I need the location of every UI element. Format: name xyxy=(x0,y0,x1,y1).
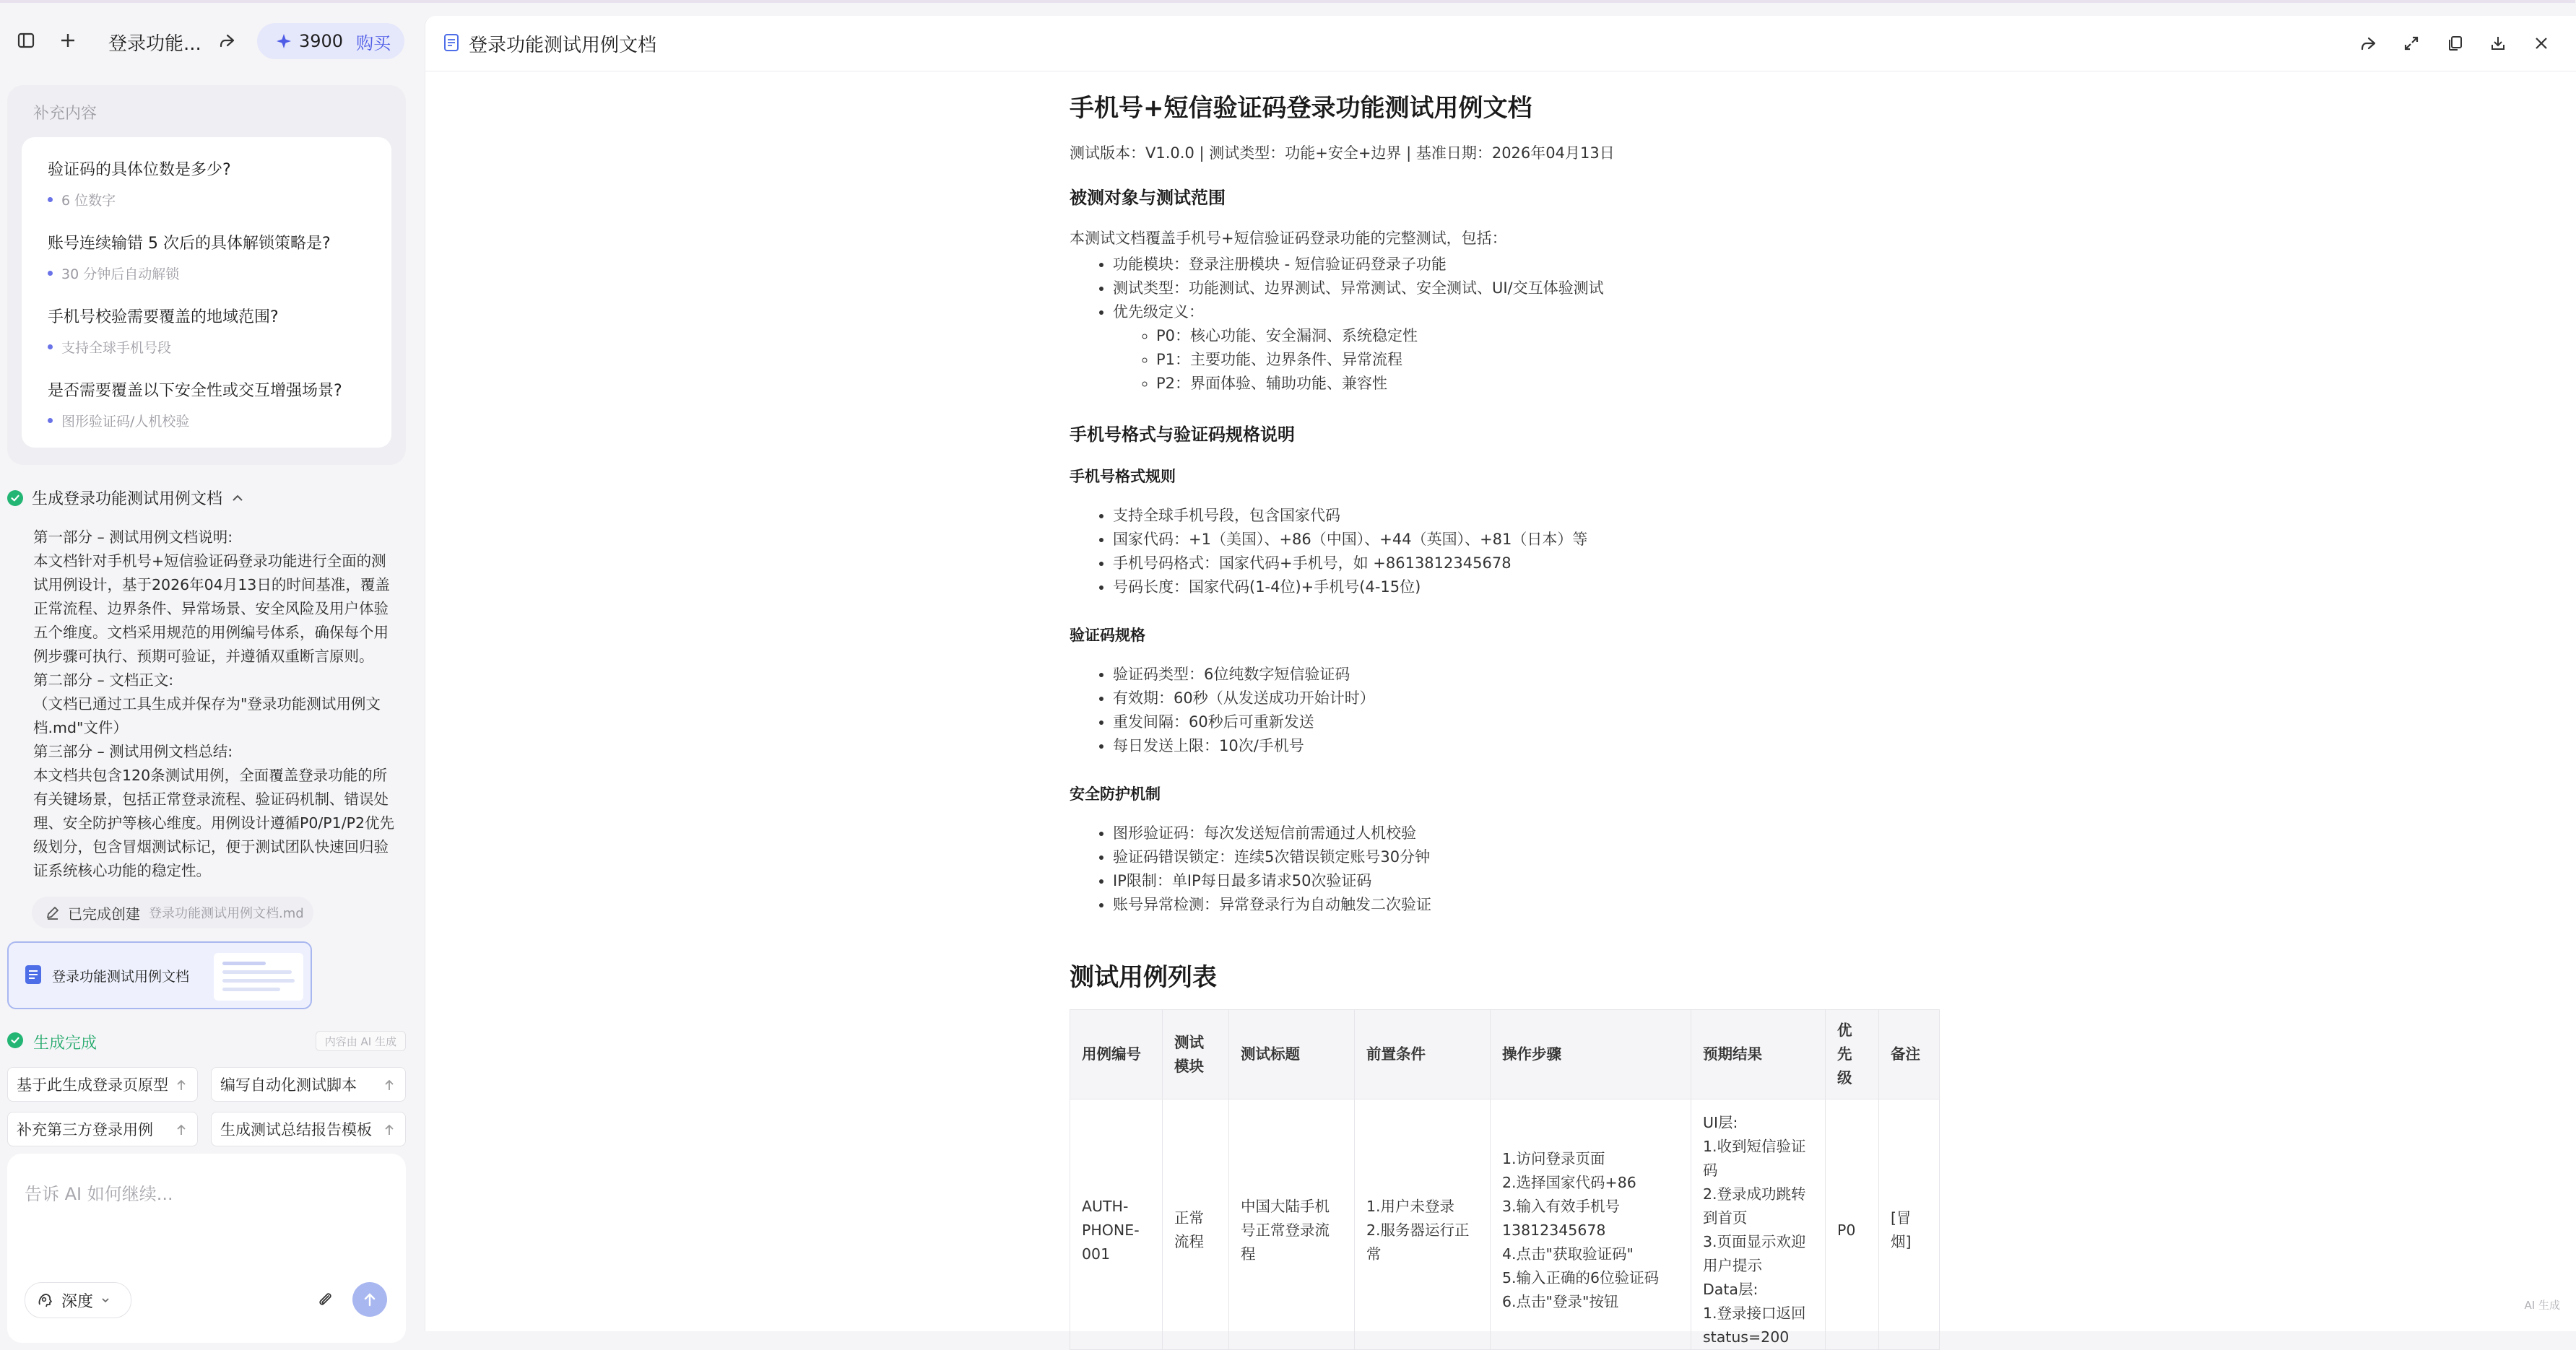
supplement-answer: 6 位数字 xyxy=(61,193,116,209)
column-header: 测试 模块 xyxy=(1163,1010,1229,1099)
suggestion-button[interactable] xyxy=(7,1067,198,1102)
column-header: 测试标题 xyxy=(1229,1010,1355,1099)
list-item: ◦ P2：界面体验、辅助功能、兼容性 xyxy=(1156,372,1604,396)
check-circle-icon xyxy=(7,490,23,506)
subsection-heading: 手机号格式规则 xyxy=(1070,468,1176,485)
document-card-label: 登录功能测试用例文档 xyxy=(52,969,190,985)
table-cell: [冒 烟] xyxy=(1879,1099,1940,1350)
list-item xyxy=(1113,300,1604,396)
subsection-heading: 验证码规格 xyxy=(1070,627,1145,644)
list-item: • 支持全球手机号段，包含国家代码 xyxy=(1113,504,1587,528)
arrow-up-icon xyxy=(362,1292,378,1307)
list-item: • 号码长度：国家代码(1-4位)+手机号(4-15位) xyxy=(1113,575,1587,599)
column-header: 优 先 级 xyxy=(1826,1010,1879,1099)
list-item: ◦ P1：主要功能、边界条件、异常流程 xyxy=(1156,348,1604,372)
table-cell: 中国大陆手机 号正常登录流 程 xyxy=(1229,1099,1355,1350)
supplement-question: 账号连续输错 5 次后的具体解锁策略是? xyxy=(48,235,331,253)
list-item: • 图形验证码：每次发送短信前需通过人机校验 xyxy=(1113,822,1431,845)
section-heading: 被测对象与测试范围 xyxy=(1070,188,1226,208)
test-case-table xyxy=(1070,1009,1940,1350)
list-item: • 验证码错误锁定：连续5次错误锁定账号30分钟 xyxy=(1113,845,1431,869)
answer-bullet xyxy=(48,271,53,276)
list-item: ◦ P0：核心功能、安全漏洞、系统稳定性 xyxy=(1156,324,1604,348)
created-filename: 登录功能测试用例文档.md xyxy=(149,906,304,921)
sidebar-toggle-icon[interactable] xyxy=(13,27,39,53)
supplement-title: 补充内容 xyxy=(33,105,97,123)
section-heading: 手机号格式与验证码规格说明 xyxy=(1070,424,1295,445)
supplement-card xyxy=(22,137,391,448)
generation-status xyxy=(7,1029,406,1053)
list-item: • 账号异常检测：异常登录行为自动触发二次验证 xyxy=(1113,893,1431,917)
supplement-item xyxy=(48,157,231,209)
new-chat-icon[interactable] xyxy=(55,27,81,53)
expand-icon[interactable] xyxy=(2398,30,2424,56)
download-icon[interactable] xyxy=(2485,30,2511,56)
list-item: • 功能模块：登录注册模块 - 短信验证码登录子功能 xyxy=(1113,253,1604,276)
table-row xyxy=(1070,1099,1940,1350)
step-header[interactable] xyxy=(7,487,244,509)
ai-generated-badge: 内容由 AI 生成 xyxy=(316,1031,406,1051)
answer-bullet xyxy=(48,418,53,423)
table-cell: 1.访问登录页面 2.选择国家代码+86 3.输入有效手机号 13812345678 4.点击"获取验证码" 5.输入正确的6位验证码 6.点击"登录"按钮 xyxy=(1491,1099,1691,1350)
supplement-item xyxy=(48,305,279,357)
preview-header xyxy=(425,16,2576,71)
list-item: • 每日发送上限：10次/手机号 xyxy=(1113,734,1375,758)
suggestion-label: 基于此生成登录页原型 xyxy=(17,1076,168,1094)
suggestion-button[interactable] xyxy=(7,1112,198,1146)
document-meta: 测试版本：V1.0.0 | 测试类型：功能+安全+边界 | 基准日期：2026年04月13日 xyxy=(1070,144,1615,162)
document-icon xyxy=(441,32,461,53)
arrow-up-icon xyxy=(383,1078,395,1095)
chevron-up-icon[interactable] xyxy=(231,492,244,505)
document-title: 手机号+短信验证码登录功能测试用例文档 xyxy=(1070,94,1532,123)
table-cell: 正常 流程 xyxy=(1163,1099,1229,1350)
close-icon[interactable] xyxy=(2528,30,2554,56)
table-cell: P0 xyxy=(1826,1099,1879,1350)
copy-icon[interactable] xyxy=(2442,30,2468,56)
column-header: 备注 xyxy=(1879,1010,1940,1099)
share-icon[interactable] xyxy=(2355,30,2381,56)
list-item: • 有效期：60秒（从发送成功开始计时） xyxy=(1113,687,1375,710)
composer-input[interactable]: 告诉 AI 如何继续... xyxy=(25,1184,173,1204)
brain-icon xyxy=(37,1292,53,1308)
list-item: • 测试类型：功能测试、边界测试、异常测试、安全测试、UI/交互体验测试 xyxy=(1113,276,1604,300)
column-header: 操作步骤 xyxy=(1491,1010,1691,1099)
scope-list xyxy=(1070,253,1604,396)
supplement-section xyxy=(7,85,406,465)
document-thumbnail xyxy=(214,953,303,1001)
suggestion-label: 生成测试总结报告模板 xyxy=(220,1121,372,1138)
document-card[interactable] xyxy=(7,941,312,1009)
phone-rules-list xyxy=(1070,504,1587,599)
paragraph: 本测试文档覆盖手机号+短信验证码登录功能的完整测试，包括： xyxy=(1070,230,1507,247)
supplement-question: 验证码的具体位数是多少? xyxy=(48,161,231,179)
supplement-question: 是否需要覆盖以下安全性或交互增强场景? xyxy=(48,382,342,400)
check-circle-icon xyxy=(7,1032,23,1048)
suggestion-label: 补充第三方登录用例 xyxy=(17,1121,153,1138)
chat-header xyxy=(0,10,419,71)
mode-selector[interactable] xyxy=(25,1282,131,1318)
subsection-heading: 安全防护机制 xyxy=(1070,785,1161,803)
arrow-up-icon xyxy=(175,1078,187,1095)
list-item: • 验证码类型：6位纯数字短信验证码 xyxy=(1113,663,1375,687)
column-header: 前置条件 xyxy=(1355,1010,1491,1099)
table-cell: 1.用户未登录 2.服务器运行正 常 xyxy=(1355,1099,1491,1350)
supplement-answer: 支持全球手机号段 xyxy=(61,340,172,356)
preview-title: 登录功能测试用例文档 xyxy=(469,35,657,56)
step-title: 生成登录功能测试用例文档 xyxy=(32,490,223,508)
supplement-item xyxy=(48,378,342,430)
window-top-strip xyxy=(0,0,2575,3)
table-cell: UI层: 1.收到短信验证 码 2.登录成功跳转 到首页 3.页面显示欢迎 用户提示 Data层: 1.登录接口返回 status=200 xyxy=(1691,1099,1826,1350)
supplement-question: 手机号校验需要覆盖的地域范围? xyxy=(48,308,279,326)
generation-done-label: 生成完成 xyxy=(33,1035,97,1053)
document-icon xyxy=(23,963,43,986)
buy-button[interactable]: 购买 xyxy=(356,32,391,53)
section-heading: 测试用例列表 xyxy=(1070,963,1217,992)
attachment-icon[interactable] xyxy=(313,1288,337,1311)
table-header-row xyxy=(1070,1010,1940,1099)
table-cell: AUTH- PHONE- 001 xyxy=(1070,1099,1163,1350)
document-preview-panel xyxy=(425,16,2576,1346)
credits-count: 3900 xyxy=(299,31,344,51)
code-spec-list xyxy=(1070,663,1375,758)
supplement-item xyxy=(48,231,331,283)
edit-pencil-icon xyxy=(45,905,61,920)
suggestion-button[interactable] xyxy=(211,1067,406,1102)
chat-panel xyxy=(0,10,419,1344)
suggestion-label: 编写自动化测试脚本 xyxy=(220,1076,357,1094)
sparkle-icon xyxy=(276,33,292,49)
answer-bullet xyxy=(48,344,53,349)
supplement-answer: 图形验证码/人机校验 xyxy=(61,414,190,430)
answer-bullet xyxy=(48,197,53,202)
chevron-down-icon xyxy=(100,1295,110,1305)
arrow-up-icon xyxy=(383,1123,395,1140)
column-header: 预期结果 xyxy=(1691,1010,1826,1099)
list-item: • 手机号码格式：国家代码+手机号，如 +8613812345678 xyxy=(1113,552,1587,575)
file-created-chip[interactable] xyxy=(32,897,313,928)
send-button[interactable] xyxy=(352,1282,387,1317)
suggestion-button[interactable] xyxy=(211,1112,406,1146)
list-item-text: 优先级定义： xyxy=(1113,303,1204,321)
created-label: 已完成创建 xyxy=(68,905,140,923)
list-item: • 国家代码：+1（美国）、+86（中国）、+44（英国）、+81（日本）等 xyxy=(1113,528,1587,552)
ai-watermark: AI 生成 xyxy=(2524,1299,2560,1312)
document-body xyxy=(1070,72,1958,1346)
priority-list xyxy=(1113,324,1604,396)
column-header: 用例编号 xyxy=(1070,1010,1163,1099)
step-description: 第一部分 – 测试用例文档说明: 本文档针对手机号+短信验证码登录功能进行全面的测 试用例设计，基于2026年04月13日的时间基准，覆盖 正常流程、边界条件、异常场景、安全风险及用户体验 五个维度。文档采用规范的用例编号体系，确保每个用 例步骤可执行、预期可验证，并遵循双重断言原则。 第二部分 – 文档正文: （文档已通过工具生成并保存为"登录功能测试用例文 档.md"文件） 第三部分 – 测试用例文档总结: 本文档共包含120条测试用例，全面覆盖登录功能的所 有关键场景，包括正常登录流程、验证码机制、错误处 理、安全防护等核心维度。用例设计遵循P0/P1/P2优先 级划分，包含冒烟测试标记，便于测试团队快速回归验 证系统核心功能的稳定性。 xyxy=(33,528,395,879)
composer[interactable] xyxy=(7,1154,406,1343)
share-icon[interactable] xyxy=(214,27,240,53)
conversation-title[interactable]: 登录功能... xyxy=(108,33,201,55)
list-item: • 重发间隔：60秒后可重新发送 xyxy=(1113,710,1375,734)
mode-label: 深度 xyxy=(61,1292,94,1311)
list-item: • IP限制：单IP每日最多请求50次验证码 xyxy=(1113,869,1431,893)
credits-badge[interactable] xyxy=(257,23,404,59)
security-list xyxy=(1070,822,1431,917)
arrow-up-icon xyxy=(175,1123,187,1140)
supplement-answer: 30 分钟后自动解锁 xyxy=(61,266,180,282)
